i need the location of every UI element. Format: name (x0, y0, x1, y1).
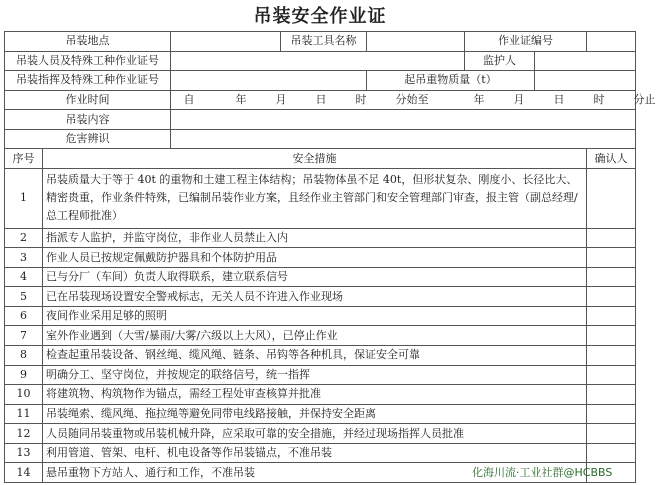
measure-row (5, 404, 636, 424)
row-commander (5, 71, 636, 91)
row-personnel (5, 51, 636, 71)
supervisor-label: 监护人 (465, 51, 535, 71)
permit-no-value[interactable] (587, 32, 636, 52)
measure-text: 检查起重吊装设备、钢丝绳、缆风绳、链条、吊钩等各种机具，保证安全可靠 (43, 346, 587, 366)
measure-row (5, 306, 636, 326)
measure-text: 悬吊重物下方站人、通行和工作，不准吊装 (43, 463, 587, 483)
watermark: 化海川流·工业社群@HCBBS (472, 466, 613, 479)
personnel-label: 吊装人员及特殊工种作业证号 (5, 51, 171, 71)
time-minute-end: 分止 (633, 92, 656, 106)
measure-no: 3 (5, 248, 43, 268)
measure-no: 10 (5, 385, 43, 405)
tool-label: 吊装工具名称 (290, 34, 357, 48)
confirm-cell[interactable] (587, 228, 636, 248)
measure-row (5, 267, 636, 287)
row-hazard (5, 129, 636, 149)
measure-no: 13 (5, 443, 43, 463)
measure-text: 已与分厂（车间）负责人取得联系，建立联系信号 (43, 267, 587, 287)
time-day-1: 日 (315, 92, 327, 106)
hazard-value[interactable] (171, 129, 636, 149)
permit-table (4, 31, 656, 483)
measure-no: 8 (5, 346, 43, 366)
weight-label: 起吊重物质量（t） (367, 71, 535, 91)
measure-row (5, 287, 636, 307)
confirm-cell[interactable] (587, 326, 636, 346)
confirm-cell[interactable] (587, 346, 636, 366)
time-year-2: 年 (473, 92, 485, 106)
time-year-1: 年 (235, 92, 247, 106)
content-value[interactable] (171, 110, 636, 130)
site-value[interactable] (171, 32, 281, 52)
weight-value[interactable] (535, 71, 636, 91)
seq-header: 序号 (5, 149, 43, 169)
measure-row (5, 346, 636, 366)
time-month-2: 月 (513, 92, 525, 106)
measure-no: 6 (5, 306, 43, 326)
measure-text: 作业人员已按规定佩戴防护器具和个体防护用品 (43, 248, 587, 268)
site-label: 吊装地点 (5, 32, 171, 52)
time-hour-1: 时 (355, 92, 367, 106)
confirm-cell[interactable] (587, 443, 636, 463)
confirm-cell[interactable] (587, 306, 636, 326)
measure-text: 将建筑物、构筑物作为锚点，需经工程处审查核算并批准 (43, 385, 587, 405)
measure-text: 利用管道、管架、电杆、机电设备等作吊装锚点，不准吊装 (43, 443, 587, 463)
measure-no: 4 (5, 267, 43, 287)
tool-label-cell (281, 32, 367, 52)
measure-no: 14 (5, 463, 43, 483)
measure-text: 吊装质量大于等于 40t 的重物和土建工程主体结构；吊装物体虽不足 40t，但形状复杂、刚度小、长径比大、精密贵重，作业条件特殊，已编制吊装作业方案，且经作业主管部门和安全管理部门审查，报主管（副总经理/总工程师批准） (43, 168, 587, 228)
measure-no: 11 (5, 404, 43, 424)
measure-text: 夜间作业采用足够的照明 (43, 306, 587, 326)
measure-row (5, 228, 636, 248)
supervisor-value[interactable] (535, 51, 636, 71)
time-label: 作业时间 (5, 90, 171, 110)
row-site (5, 32, 636, 52)
confirm-cell[interactable] (587, 424, 636, 444)
time-from: 自 (183, 92, 195, 106)
commander-value[interactable] (171, 71, 367, 91)
time-day-2: 日 (553, 92, 565, 106)
measure-no: 1 (5, 168, 43, 228)
measure-text: 明确分工、坚守岗位，并按规定的联络信号，统一指挥 (43, 365, 587, 385)
measure-no: 2 (5, 228, 43, 248)
document-title: 吊装安全作业证 (253, 6, 387, 27)
measure-text: 已在吊装现场设置安全警戒标志，无关人员不许进入作业现场 (43, 287, 587, 307)
measure-no: 9 (5, 365, 43, 385)
measure-no: 12 (5, 424, 43, 444)
row-column-headers (5, 149, 636, 169)
confirm-cell[interactable] (587, 385, 636, 405)
confirm-cell[interactable] (587, 287, 636, 307)
measure-row (5, 385, 636, 405)
time-month-1: 月 (275, 92, 287, 106)
permit-no-label: 作业证编号 (465, 32, 587, 52)
hazard-label: 危害辨识 (5, 129, 171, 149)
measure-text: 吊装绳索、缆风绳、拖拉绳等避免同带电线路接触，并保持安全距离 (43, 404, 587, 424)
measure-text: 人员随同吊装重物或吊装机械升降，应采取可靠的安全措施，并经过现场指挥人员批准 (43, 424, 587, 444)
content-label: 吊装内容 (5, 110, 171, 130)
measure-text: 指派专人监护，并监守岗位，非作业人员禁止入内 (43, 228, 587, 248)
measures-header: 安全措施 (43, 149, 587, 169)
time-minute-to: 分始至 (395, 92, 429, 106)
measure-no: 5 (5, 287, 43, 307)
row-time (5, 90, 636, 110)
measure-row (5, 424, 636, 444)
confirm-cell[interactable] (587, 267, 636, 287)
measure-no: 7 (5, 326, 43, 346)
time-hour-2: 时 (593, 92, 605, 106)
confirm-cell[interactable] (587, 404, 636, 424)
confirm-cell[interactable] (587, 248, 636, 268)
commander-label: 吊装指挥及特殊工种作业证号 (5, 71, 171, 91)
personnel-value[interactable] (171, 51, 465, 71)
measure-row (5, 443, 636, 463)
measure-row (5, 365, 636, 385)
tool-value[interactable] (367, 32, 465, 52)
time-value[interactable] (171, 90, 656, 110)
confirm-cell[interactable] (587, 168, 636, 228)
row-content (5, 110, 636, 130)
measure-row (5, 248, 636, 268)
measure-row (5, 168, 636, 228)
measure-text: 室外作业遇到（大雪/暴雨/大雾/六级以上大风），已停止作业 (43, 326, 587, 346)
confirm-header: 确认人 (587, 149, 636, 169)
measure-row (5, 326, 636, 346)
confirm-cell[interactable] (587, 365, 636, 385)
